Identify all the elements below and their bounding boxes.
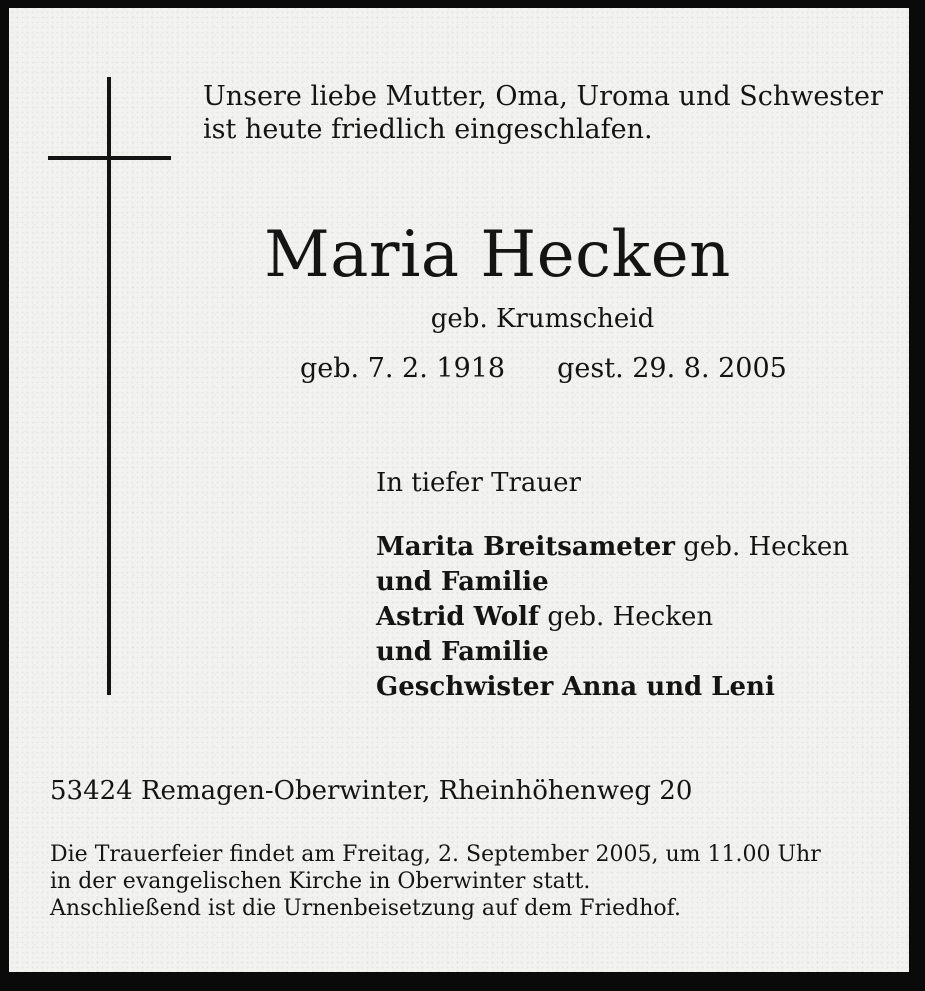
mourner-entry bbox=[376, 530, 849, 565]
siblings-line: Geschwister Anna und Leni bbox=[376, 672, 775, 702]
maiden-name: geb. Krumscheid bbox=[430, 304, 655, 334]
service-line-3: Anschließend ist die Urnenbeisetzung auf dem Friedhof. bbox=[50, 896, 681, 921]
mourner-family: und Familie bbox=[376, 567, 549, 597]
intro-line-1: Unsere liebe Mutter, Oma, Uroma und Schwester bbox=[203, 81, 883, 112]
frame-top-border bbox=[0, 0, 925, 8]
mourner-note: geb. Hecken bbox=[539, 602, 714, 632]
mourner-name: Marita Breitsameter bbox=[376, 532, 675, 562]
funeral-service-info bbox=[50, 841, 880, 922]
life-dates bbox=[300, 355, 787, 382]
cross-icon-horizontal-bar bbox=[48, 156, 171, 160]
frame-left-border bbox=[0, 0, 9, 991]
mourning-line: In tiefer Trauer bbox=[376, 468, 581, 498]
deceased-name: Maria Hecken bbox=[264, 218, 731, 292]
cross-icon-vertical-bar bbox=[107, 77, 111, 695]
mourner-note: geb. Hecken bbox=[675, 532, 849, 562]
mourner-family: und Familie bbox=[376, 637, 549, 667]
mourner-name: Astrid Wolf bbox=[376, 602, 540, 632]
mourners-list bbox=[376, 530, 849, 705]
service-line-2: in der evangelischen Kirche in Oberwinter statt. bbox=[50, 869, 591, 894]
intro-line-2: ist heute friedlich eingeschlafen. bbox=[203, 114, 653, 145]
mourner-entry bbox=[376, 600, 849, 635]
birth-date: geb. 7. 2. 1918 bbox=[300, 353, 506, 384]
service-line-1: Die Trauerfeier findet am Freitag, 2. September 2005, um 11.00 Uhr bbox=[50, 842, 821, 867]
death-date: gest. 29. 8. 2005 bbox=[557, 353, 787, 384]
address-line: 53424 Remagen-Oberwinter, Rheinhöhenweg 20 bbox=[50, 776, 693, 806]
frame-bottom-border bbox=[0, 972, 925, 991]
intro-text bbox=[203, 80, 893, 146]
frame-right-border bbox=[909, 0, 925, 991]
